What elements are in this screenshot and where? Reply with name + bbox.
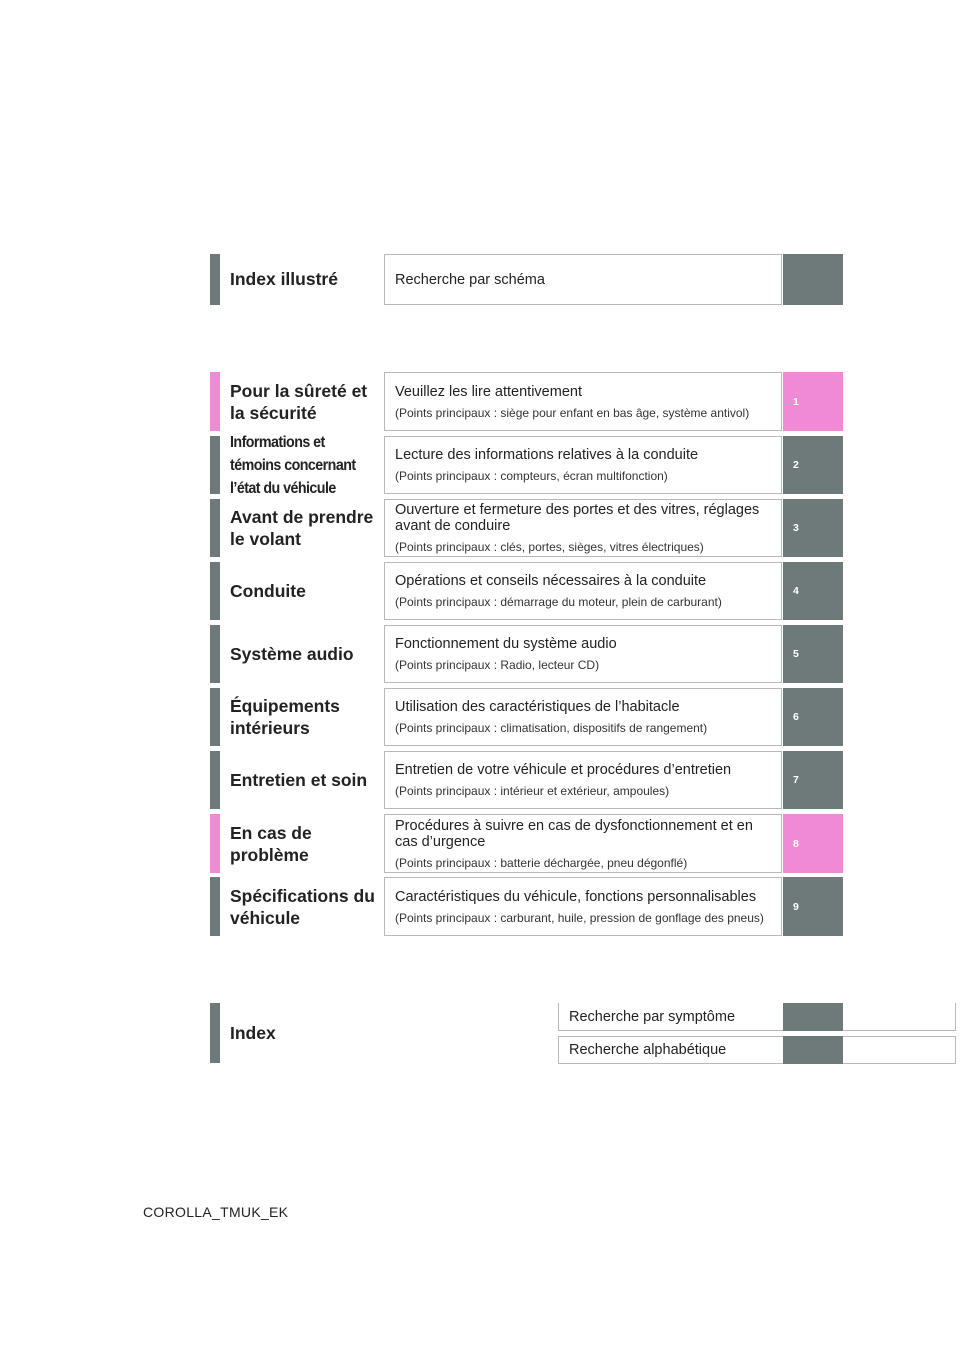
- section-bar: [210, 625, 220, 683]
- section-row-5[interactable]: [210, 625, 843, 683]
- section-number: 9: [793, 900, 799, 913]
- section-description: Veuillez les lire attentivement (Points principaux : siège pour enfant en bas âge, système antivol): [384, 372, 782, 431]
- section-title: Entretien et soin: [230, 770, 368, 790]
- section-description: Utilisation des caractéristiques de l’habitacle (Points principaux : climatisation, dispositifs de rangement): [384, 688, 782, 746]
- section-tab[interactable]: [783, 499, 843, 557]
- section-tab[interactable]: [783, 751, 843, 809]
- section-row-8[interactable]: [210, 814, 843, 873]
- section-tab[interactable]: [783, 562, 843, 620]
- section-bar: [210, 688, 220, 746]
- section-bar: [210, 1003, 220, 1063]
- section-description: Lecture des informations relatives à la conduite (Points principaux : compteurs, écran multifonction): [384, 436, 782, 494]
- section-row-9[interactable]: [210, 877, 843, 936]
- section-number: 8: [793, 837, 799, 850]
- section-description: Entretien de votre véhicule et procédures d’entretien (Points principaux : intérieur et extérieur, ampoules): [384, 751, 782, 809]
- section-number: 3: [793, 522, 799, 534]
- section-row-6[interactable]: [210, 688, 843, 746]
- section-row-4[interactable]: [210, 562, 843, 620]
- section-tab[interactable]: [783, 688, 843, 746]
- section-description: Fonctionnement du système audio (Points principaux : Radio, lecteur CD): [384, 625, 782, 683]
- section-tab[interactable]: [783, 814, 843, 873]
- section-row-1[interactable]: [210, 372, 843, 431]
- section-description: Ouverture et fermeture des portes et des vitres, réglages avant de conduire (Points principaux : clés, portes, sièges, vitres électriques): [384, 499, 782, 557]
- section-tab[interactable]: [783, 625, 843, 683]
- section-title: Système audio: [230, 644, 354, 664]
- section-row-2[interactable]: [210, 433, 843, 497]
- section-title: Équipements intérieurs: [230, 696, 340, 738]
- index-tab-alphabetical[interactable]: [783, 1036, 843, 1064]
- section-number: 6: [793, 711, 799, 723]
- section-bar: [210, 372, 220, 431]
- section-bar: [210, 877, 220, 936]
- section-number: 4: [793, 585, 799, 597]
- illustrated-index-row[interactable]: [210, 254, 843, 305]
- section-bar: [210, 814, 220, 873]
- index-title: Index: [230, 1023, 276, 1043]
- section-title: Pour la sûreté et la sécurité: [230, 380, 368, 423]
- section-bar: [210, 562, 220, 620]
- section-row-7[interactable]: [210, 751, 843, 809]
- section-description: Procédures à suivre en cas de dysfonctionnement et en cas d’urgence (Points principaux : batterie déchargée, pneu dégonflé): [384, 814, 782, 873]
- section-bar: [210, 254, 220, 305]
- index-tab-symptom[interactable]: [783, 1003, 843, 1031]
- section-number: 1: [793, 395, 799, 408]
- section-title: Spécifications du véhicule: [230, 885, 375, 928]
- section-title: Informations et témoins concernant l’état du véhicule: [230, 433, 356, 497]
- document-code: COROLLA_TMUK_EK: [143, 1204, 289, 1220]
- index-item-symptom[interactable]: Recherche par symptôme: [384, 1003, 843, 1031]
- section-number: 7: [793, 774, 799, 786]
- section-title: Conduite: [230, 581, 306, 601]
- section-description: Opérations et conseils nécessaires à la conduite (Points principaux : démarrage du moteur, plein de carburant): [384, 562, 782, 620]
- section-description: Caractéristiques du véhicule, fonctions personnalisables (Points principaux : carburant, huile, pression de gonflage des pneus): [384, 877, 782, 936]
- index-item-alphabetical[interactable]: Recherche alphabétique: [384, 1036, 843, 1064]
- section-tab[interactable]: [783, 372, 843, 431]
- section-bar: [210, 436, 220, 494]
- section-tab[interactable]: [783, 436, 843, 494]
- section-bar: [210, 751, 220, 809]
- illustrated-index-title: Index illustré: [230, 269, 338, 289]
- section-row-3[interactable]: [210, 499, 843, 557]
- illustrated-index-description: Recherche par schéma: [384, 254, 782, 305]
- illustrated-index-tab[interactable]: [783, 254, 843, 305]
- section-bar: [210, 499, 220, 557]
- section-number: 5: [793, 648, 799, 660]
- section-title: En cas de problème: [230, 822, 312, 865]
- section-number: 2: [793, 459, 799, 471]
- index-block: [210, 1003, 843, 1063]
- section-title: Avant de prendre le volant: [230, 507, 374, 549]
- section-tab[interactable]: [783, 877, 843, 936]
